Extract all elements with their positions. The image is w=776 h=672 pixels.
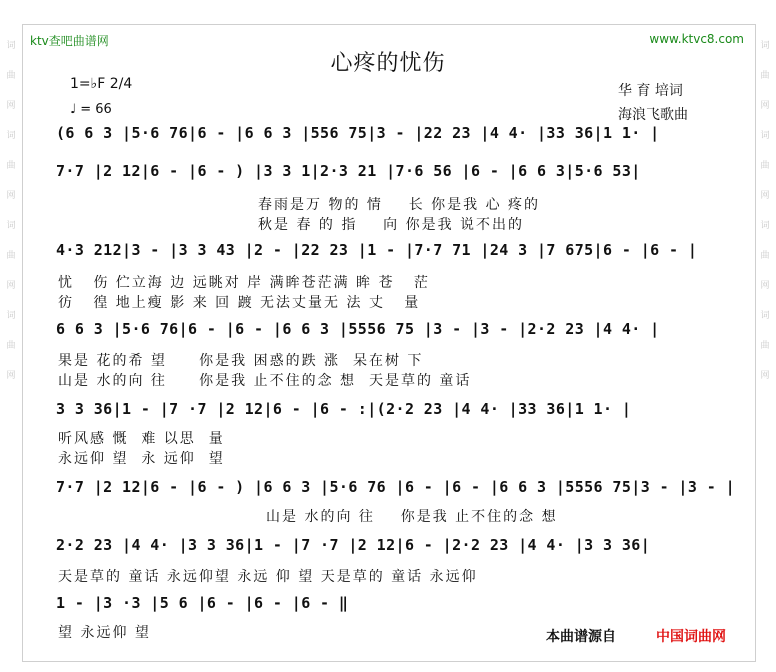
notation-row: (6 6 3 |5·6 76|6 - |6 6 3 |556 75|3 - |22 23 |4 4· |33 36|1 1· | — [56, 124, 660, 142]
lyricist-credit: 华 育 培词 — [618, 83, 683, 99]
side-watermark-char: 曲 — [6, 341, 16, 351]
side-watermark-char: 曲 — [760, 161, 770, 171]
side-watermark-char: 曲 — [760, 341, 770, 351]
lyric-line: 春雨是万 物的 情 长 你是我 心 疼的 — [258, 197, 541, 213]
lyric-line: 山是 水的向 往 你是我 止不住的念 想 天是草的 童话 — [58, 373, 472, 389]
side-watermark-char: 词 — [6, 311, 16, 321]
tempo-marking: ♩ = 66 — [70, 102, 112, 117]
site-watermark-left: ktv查吧曲谱网 — [30, 34, 109, 48]
lyric-line: 彷 徨 地上瘦 影 来 回 踱 无法丈量无 法 丈 量 — [58, 295, 421, 311]
notation-row: 6 6 3 |5·6 76|6 - |6 - |6 6 3 |5556 75 |3 - |3 - |2·2 23 |4 4· | — [56, 320, 660, 338]
side-watermark-char: 网 — [6, 101, 16, 111]
side-watermark-char: 词 — [760, 221, 770, 231]
side-watermark-char: 词 — [6, 41, 16, 51]
lyric-line: 秋是 春 的 指 向 你是我 说不出的 — [258, 217, 525, 233]
site-watermark-right: www.ktvc8.com — [649, 32, 744, 46]
side-watermark-char: 词 — [6, 221, 16, 231]
lyric-line: 望 永远仰 望 — [58, 625, 151, 641]
side-watermark-char: 网 — [760, 281, 770, 291]
side-watermark-char: 词 — [760, 131, 770, 141]
right-watermark-column — [756, 40, 774, 400]
side-watermark-char: 曲 — [760, 71, 770, 81]
source-site-link[interactable]: 中国词曲网 — [656, 629, 726, 645]
side-watermark-char: 曲 — [6, 71, 16, 81]
notation-row: 1 - |3 ·3 |5 6 |6 - |6 - |6 - ‖ — [56, 594, 349, 612]
notation-row: 7·7 |2 12|6 - |6 - ) |3 3 1|2·3 21 |7·6 56 |6 - |6 6 3|5·6 53| — [56, 162, 641, 180]
notation-row: 2·2 23 |4 4· |3 3 36|1 - |7 ·7 |2 12|6 - |2·2 23 |4 4· |3 3 36| — [56, 536, 651, 554]
lyric-line: 山是 水的向 往 你是我 止不住的念 想 — [266, 509, 558, 525]
side-watermark-char: 网 — [6, 281, 16, 291]
side-watermark-char: 网 — [760, 371, 770, 381]
composer-credit: 海浪飞歌曲 — [618, 107, 688, 123]
side-watermark-char: 曲 — [760, 251, 770, 261]
side-watermark-char: 网 — [760, 191, 770, 201]
lyric-line: 天是草的 童话 永远仰望 永远 仰 望 天是草的 童话 永远仰 — [58, 569, 478, 585]
song-title: 心疼的忧伤 — [330, 51, 446, 76]
side-watermark-char: 网 — [760, 101, 770, 111]
side-watermark-char: 曲 — [6, 251, 16, 261]
source-label: 本曲谱源自 — [546, 629, 616, 645]
left-watermark-column — [2, 40, 20, 400]
notation-row: 7·7 |2 12|6 - |6 - ) |6 6 3 |5·6 76 |6 - |6 - |6 6 3 |5556 75|3 - |3 - | — [56, 478, 736, 496]
side-watermark-char: 词 — [760, 311, 770, 321]
side-watermark-char: 网 — [6, 371, 16, 381]
side-watermark-char: 网 — [6, 191, 16, 201]
side-watermark-char: 词 — [6, 131, 16, 141]
lyric-line: 忧 伤 伫立海 边 远眺对 岸 满眸苍茫满 眸 苍 茫 — [58, 275, 430, 291]
side-watermark-char: 词 — [760, 41, 770, 51]
notation-row: 4·3 212|3 - |3 3 43 |2 - |22 23 |1 - |7·7 71 |24 3 |7 675|6 - |6 - | — [56, 241, 698, 259]
key-signature: 1=♭F 2/4 — [70, 76, 133, 92]
lyric-line: 果是 花的希 望 你是我 困惑的跌 涨 呆在树 下 — [58, 353, 424, 369]
lyric-line: 听风感 慨 难 以思 量 — [58, 431, 225, 447]
lyric-line: 永远仰 望 永 远仰 望 — [58, 451, 225, 467]
side-watermark-char: 曲 — [6, 161, 16, 171]
notation-row: 3 3 36|1 - |7 ·7 |2 12|6 - |6 - :|(2·2 23 |4 4· |33 36|1 1· | — [56, 400, 632, 418]
